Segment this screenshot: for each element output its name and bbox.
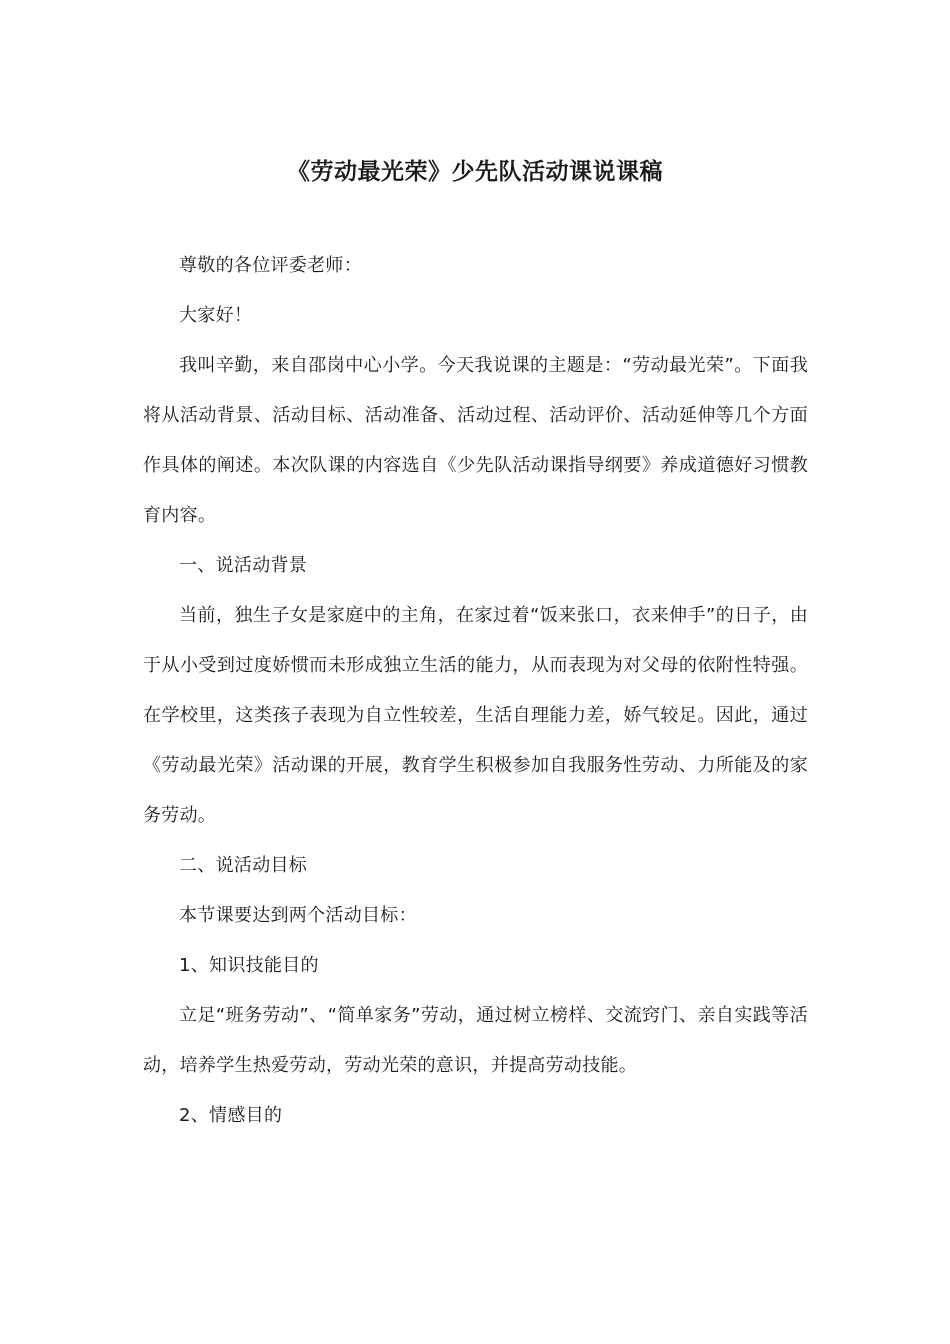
subheading-knowledge-skills: 1、知识技能目的 xyxy=(179,955,319,976)
paragraph-objectives-intro: 本节课要达到两个活动目标： xyxy=(179,905,417,926)
document-body xyxy=(143,241,808,1141)
paragraph-salutation: 尊敬的各位评委老师： xyxy=(179,255,362,276)
paragraph-background: 当前，独生子女是家庭中的主角，在家过着“饭来张口，衣来伸手”的日子，由于从小受到过度娇惯而未形成独立生活的能力，从而表现为对父母的依附性特强。在学校里，这类孩子表现为自立性较差，生活自理能力差，娇气较足。因此，通过《劳动最光荣》活动课的开展，教育学生积极参加自我服务性劳动、力所能及的家务劳动。 xyxy=(143,605,808,826)
section-heading-background: 一、说活动背景 xyxy=(179,555,308,576)
paragraph-knowledge-skills: 立足“班务劳动”、“简单家务”劳动，通过树立榜样、交流窍门、亲自实践等活动，培养学生热爱劳动，劳动光荣的意识，并提高劳动技能。 xyxy=(143,1005,808,1076)
paragraph-introduction: 我叫辛勤，来自邵岗中心小学。今天我说课的主题是：“劳动最光荣”。下面我将从活动背景、活动目标、活动准备、活动过程、活动评价、活动延伸等几个方面作具体的阐述。本次队课的内容选自《少先队活动课指导纲要》养成道德好习惯教育内容。 xyxy=(143,355,808,526)
subheading-emotional-goal: 2、情感目的 xyxy=(179,1105,283,1126)
paragraph-greeting: 大家好！ xyxy=(179,305,253,326)
section-heading-objectives: 二、说活动目标 xyxy=(179,855,308,876)
document-title: 《劳动最光荣》少先队活动课说课稿 xyxy=(287,159,663,185)
